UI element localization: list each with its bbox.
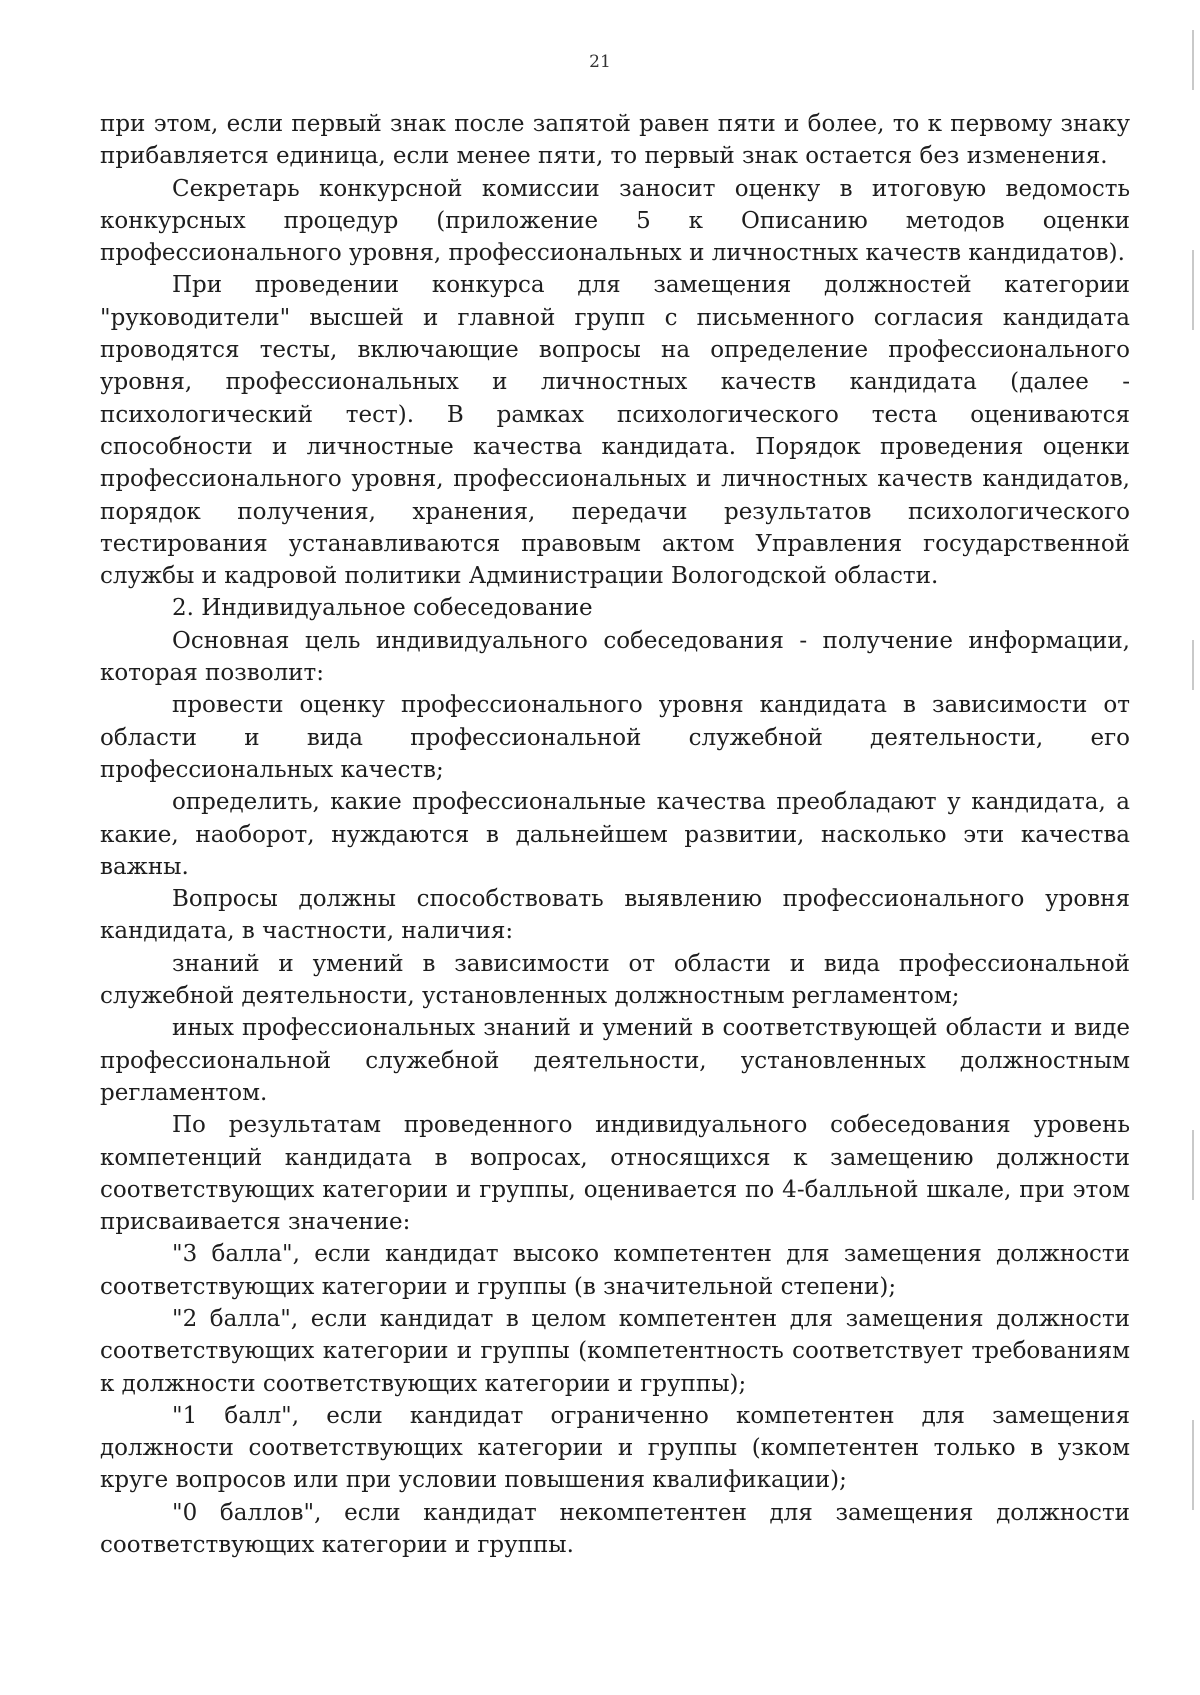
scan-edge-mark: [1192, 640, 1194, 690]
page-number: 21: [589, 52, 611, 72]
list-item: знаний и умений в зависимости от области и вида профессиональной служебной деятельности, установленных должностным регламентом;: [100, 950, 1130, 1010]
section-heading: 2. Индивидуальное собеседование: [172, 595, 593, 622]
score-item: "0 баллов", если кандидат некомпетентен для замещения должности соответствующих категории и группы.: [100, 1499, 1130, 1559]
paragraph: При проведении конкурса для замещения должностей категории "руководители" высшей и главной групп с письменного согласия кандидата проводятся тесты, включающие вопросы на определение профессионального уровня, профессиональных и личностных качеств кандидата (далее - психологический тест). В рамках психологического теста оцениваются способности и личностные качества кандидата. Порядок проведения оценки профессионального уровня, профессиональных и личностных качеств кандидатов, порядок получения, хранения, передачи результатов психологического тестирования устанавливаются правовым актом Управления государственной службы и кадровой политики Администрации Вологодской области.: [100, 272, 1130, 590]
scan-edge-mark: [1192, 1130, 1194, 1200]
paragraph: при этом, если первый знак после запятой равен пяти и более, то к первому знаку прибавляется единица, если менее пяти, то первый знак остается без изменения.: [100, 111, 1130, 170]
paragraph: По результатам проведенного индивидуального собеседования уровень компетенций кандидата в вопросах, относящихся к замещению должности соответствующих категории и группы, оценивается по 4-балльной шкале, при этом присваивается значение:: [100, 1112, 1130, 1236]
list-item: провести оценку профессионального уровня кандидата в зависимости от области и вида профессиональной служебной деятельности, его профессиональных качеств;: [100, 692, 1130, 783]
paragraph: Вопросы должны способствовать выявлению профессионального уровня кандидата, в частности, наличия:: [100, 886, 1130, 945]
list-item: иных профессиональных знаний и умений в соответствующей области и виде профессиональной служебной деятельности, установленных должностным регламентом.: [100, 1015, 1130, 1106]
list-item: определить, какие профессиональные качества преобладают у кандидата, а какие, наоборот, нуждаются в дальнейшем развитии, насколько эти качества важны.: [100, 789, 1130, 880]
scan-edge-mark: [1192, 1420, 1194, 1510]
score-item: "3 балла", если кандидат высоко компетентен для замещения должности соответствующих категории и группы (в значительной степени);: [100, 1241, 1130, 1300]
score-item: "2 балла", если кандидат в целом компетентен для замещения должности соответствующих категории и группы (компетентность соответствует требованиям к должности соответствующих категории и группы);: [100, 1305, 1130, 1397]
document-body: [100, 108, 1130, 1561]
scan-edge-mark: [1192, 30, 1194, 90]
score-item: "1 балл", если кандидат ограниченно компетентен для замещения должности соответствующих категории и группы (компетентен только в узком круге вопросов или при условии повышения квалификации);: [100, 1402, 1130, 1494]
paragraph: Основная цель индивидуального собеседования - получение информации, которая позволит:: [100, 627, 1130, 687]
scan-edge-mark: [1192, 250, 1194, 330]
paragraph: Секретарь конкурсной комиссии заносит оценку в итоговую ведомость конкурсных процедур (приложение 5 к Описанию методов оценки профессионального уровня, профессиональных и личностных качеств кандидатов).: [100, 175, 1130, 267]
